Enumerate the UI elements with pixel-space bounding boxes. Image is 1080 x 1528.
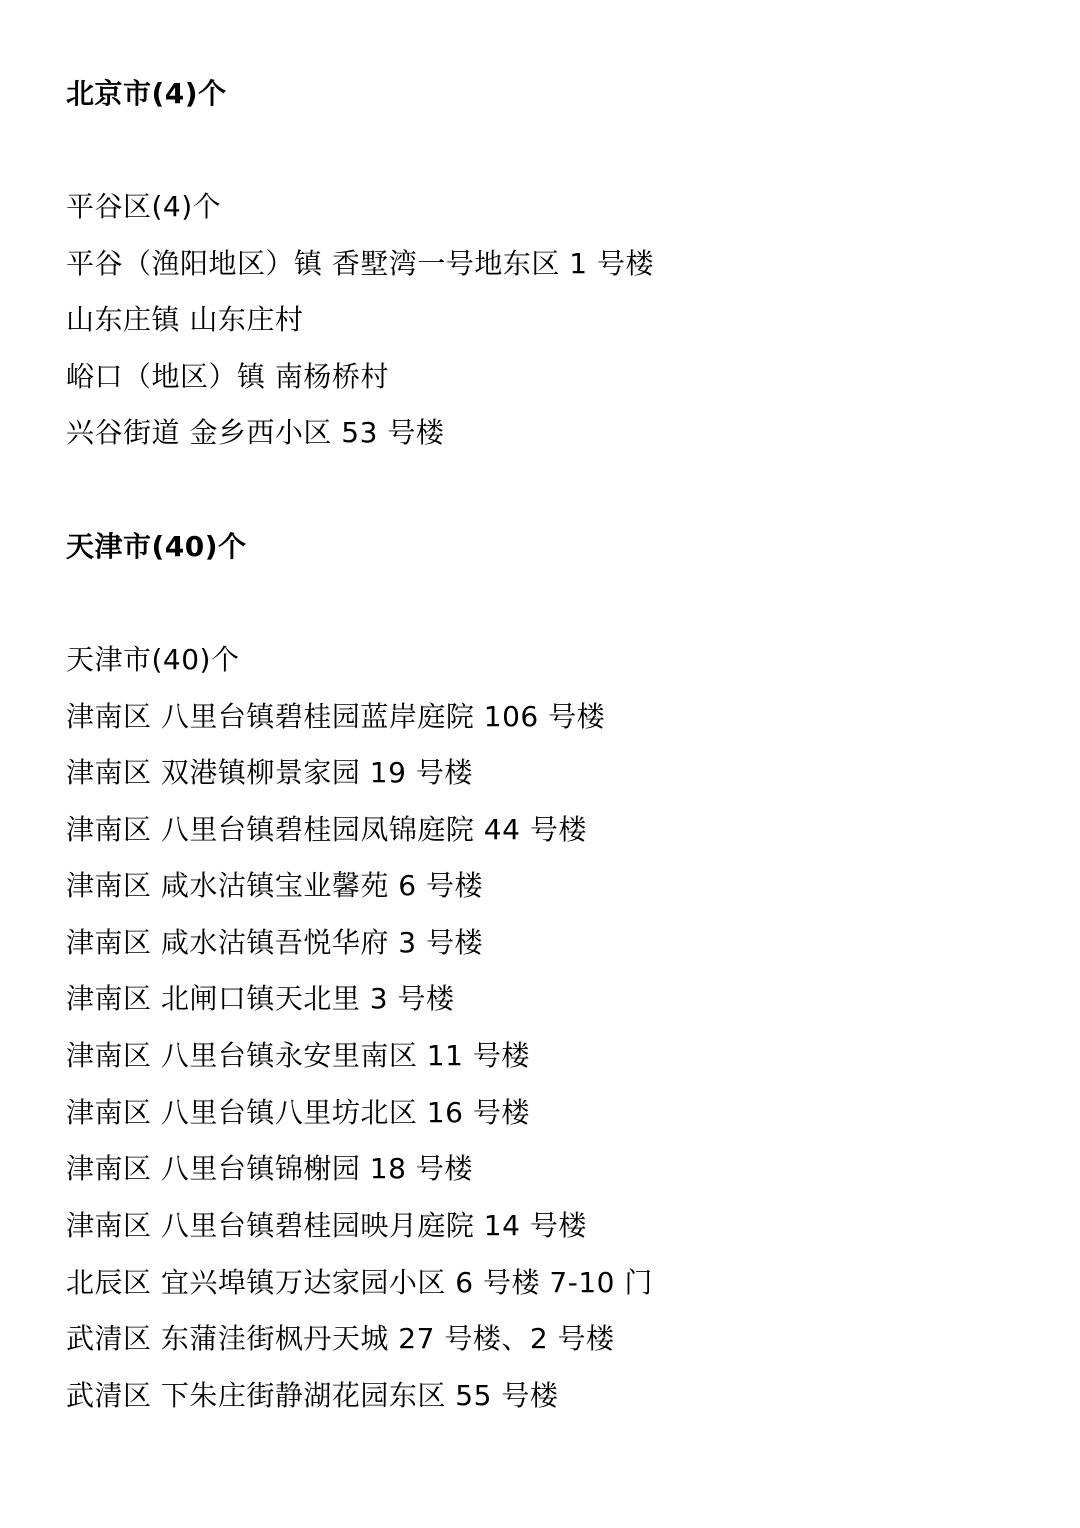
- beijing-list-item: 峪口（地区）镇 南杨桥村: [66, 360, 389, 393]
- beijing-heading: 北京市(4)个: [66, 77, 227, 110]
- tianjin-list-item: 武清区 下朱庄街静湖花园东区 55 号楼: [66, 1379, 559, 1412]
- tianjin-list-item: 津南区 咸水沽镇宝业馨苑 6 号楼: [66, 869, 484, 902]
- tianjin-list-item: 北辰区 宜兴埠镇万达家园小区 6 号楼 7-10 门: [66, 1266, 653, 1299]
- tianjin-list-item: 津南区 八里台镇八里坊北区 16 号楼: [66, 1096, 530, 1129]
- tianjin-heading: 天津市(40)个: [66, 530, 247, 563]
- beijing-list-item: 平谷（渔阳地区）镇 香墅湾一号地东区 1 号楼: [66, 247, 655, 280]
- tianjin-list-item: 津南区 双港镇柳景家园 19 号楼: [66, 756, 473, 789]
- tianjin-list-item: 津南区 八里台镇碧桂园映月庭院 14 号楼: [66, 1209, 587, 1242]
- tianjin-list-item: 津南区 八里台镇锦榭园 18 号楼: [66, 1152, 473, 1185]
- tianjin-list-item: 津南区 八里台镇永安里南区 11 号楼: [66, 1039, 530, 1072]
- tianjin-list-item: 津南区 八里台镇碧桂园蓝岸庭院 106 号楼: [66, 700, 606, 733]
- tianjin-list-item: 津南区 咸水沽镇吾悦华府 3 号楼: [66, 926, 484, 959]
- tianjin-list-item: 津南区 北闸口镇天北里 3 号楼: [66, 982, 455, 1015]
- beijing-list-item: 兴谷街道 金乡西小区 53 号楼: [66, 416, 445, 449]
- beijing-district-heading: 平谷区(4)个: [66, 190, 222, 223]
- tianjin-district-heading: 天津市(40)个: [66, 643, 240, 676]
- tianjin-list-item: 武清区 东蒲洼街枫丹天城 27 号楼、2 号楼: [66, 1322, 615, 1355]
- tianjin-list-item: 津南区 八里台镇碧桂园凤锦庭院 44 号楼: [66, 813, 587, 846]
- beijing-list-item: 山东庄镇 山东庄村: [66, 303, 304, 336]
